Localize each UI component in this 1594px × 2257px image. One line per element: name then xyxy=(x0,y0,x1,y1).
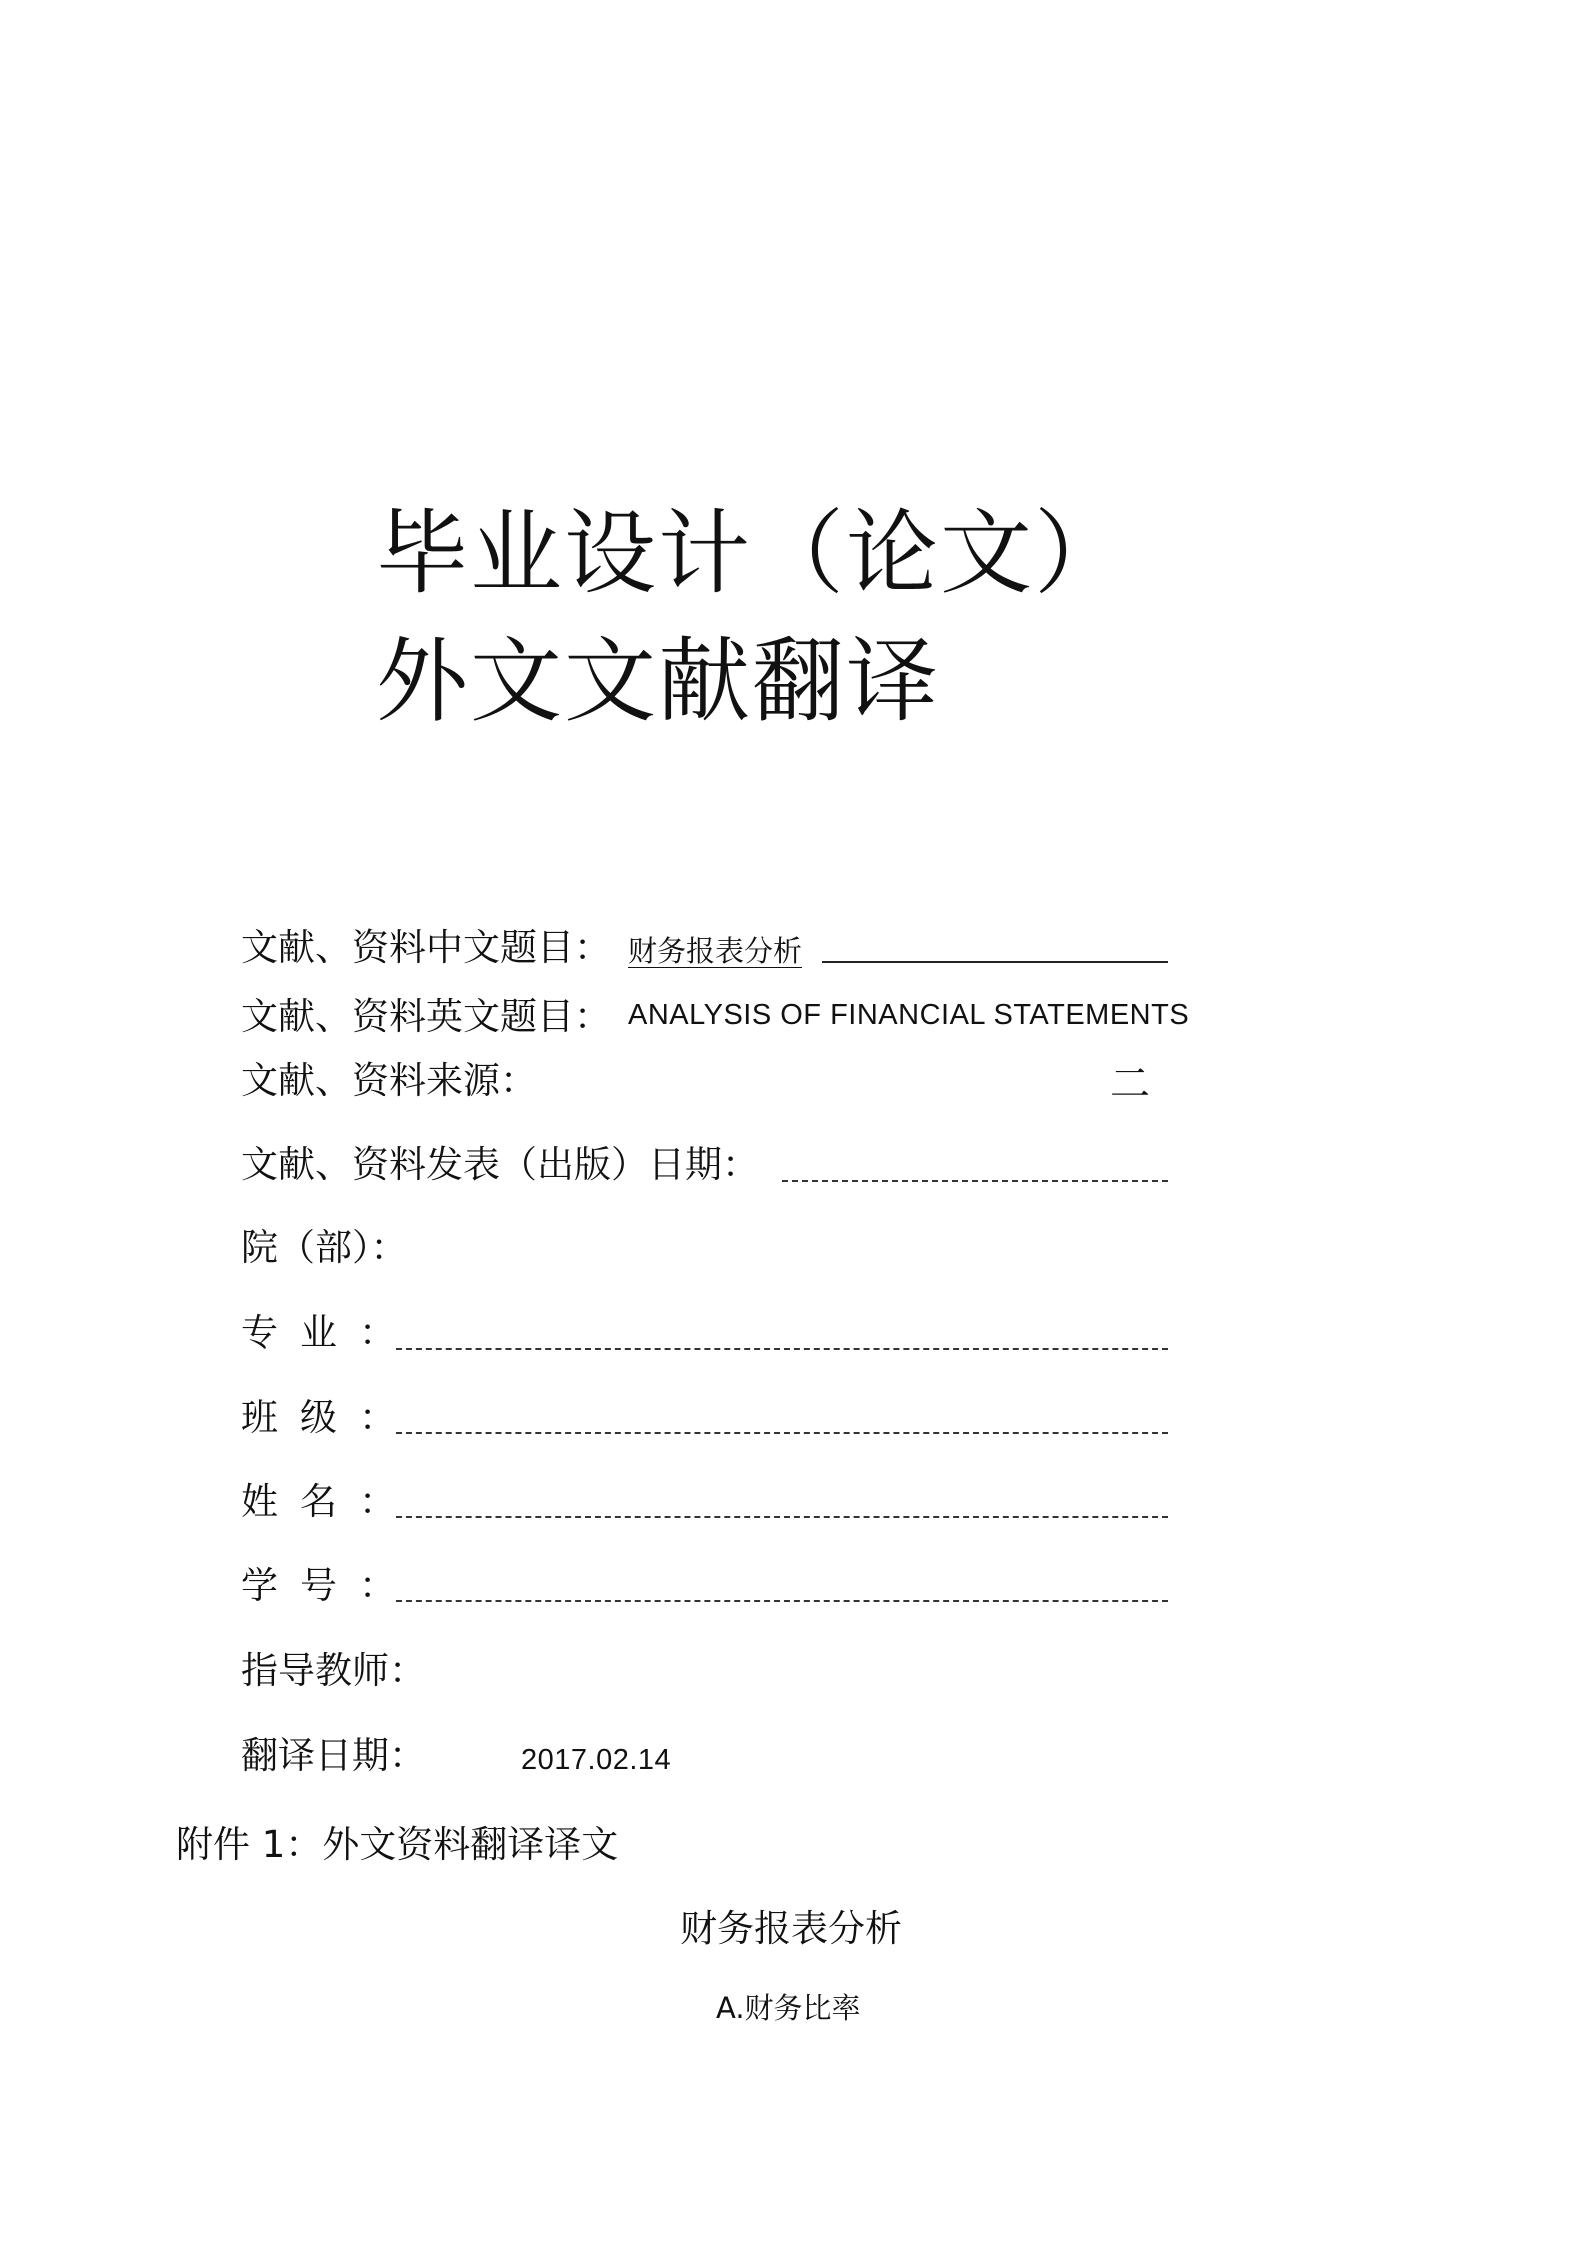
name-blank-line xyxy=(396,1516,1168,1518)
dept-label: 院（部）： xyxy=(241,1226,408,1269)
major-blank-line xyxy=(396,1348,1168,1350)
source-value: 二 xyxy=(1110,1061,1150,1107)
student-id-blank-line xyxy=(396,1600,1168,1602)
pub-date-blank-line xyxy=(782,1180,1168,1182)
pub-date-label: 文献、资料发表（出版）日期： xyxy=(241,1143,759,1186)
student-id-label: 学号： xyxy=(241,1564,418,1607)
appendix-heading: 附件 1：外文资料翻译译文 xyxy=(176,1823,619,1866)
class-blank-line xyxy=(396,1432,1168,1434)
section-heading: A.财务比率 xyxy=(716,1991,861,2025)
document-title-line2: 外文文献翻译 xyxy=(376,628,941,735)
cn-title-blank-line xyxy=(822,961,1168,963)
document-title-line1: 毕业设计（论文） xyxy=(376,500,1129,607)
cn-title-value: 财务报表分析 xyxy=(628,934,803,968)
name-label: 姓名： xyxy=(241,1480,418,1523)
cn-title-label: 文献、资料中文题目： xyxy=(241,926,611,969)
major-label: 专业： xyxy=(241,1311,418,1354)
en-title-label: 文献、资料英文题目： xyxy=(241,995,611,1038)
advisor-label: 指导教师： xyxy=(241,1649,426,1692)
source-label: 文献、资料来源： xyxy=(241,1059,537,1102)
en-title-value: ANALYSIS OF FINANCIAL STATEMENTS xyxy=(628,999,1190,1031)
class-label: 班级： xyxy=(241,1396,418,1439)
translate-date-label: 翻译日期： xyxy=(241,1734,426,1777)
translate-date-value: 2017.02.14 xyxy=(521,1744,672,1776)
translation-title: 财务报表分析 xyxy=(680,1907,902,1950)
